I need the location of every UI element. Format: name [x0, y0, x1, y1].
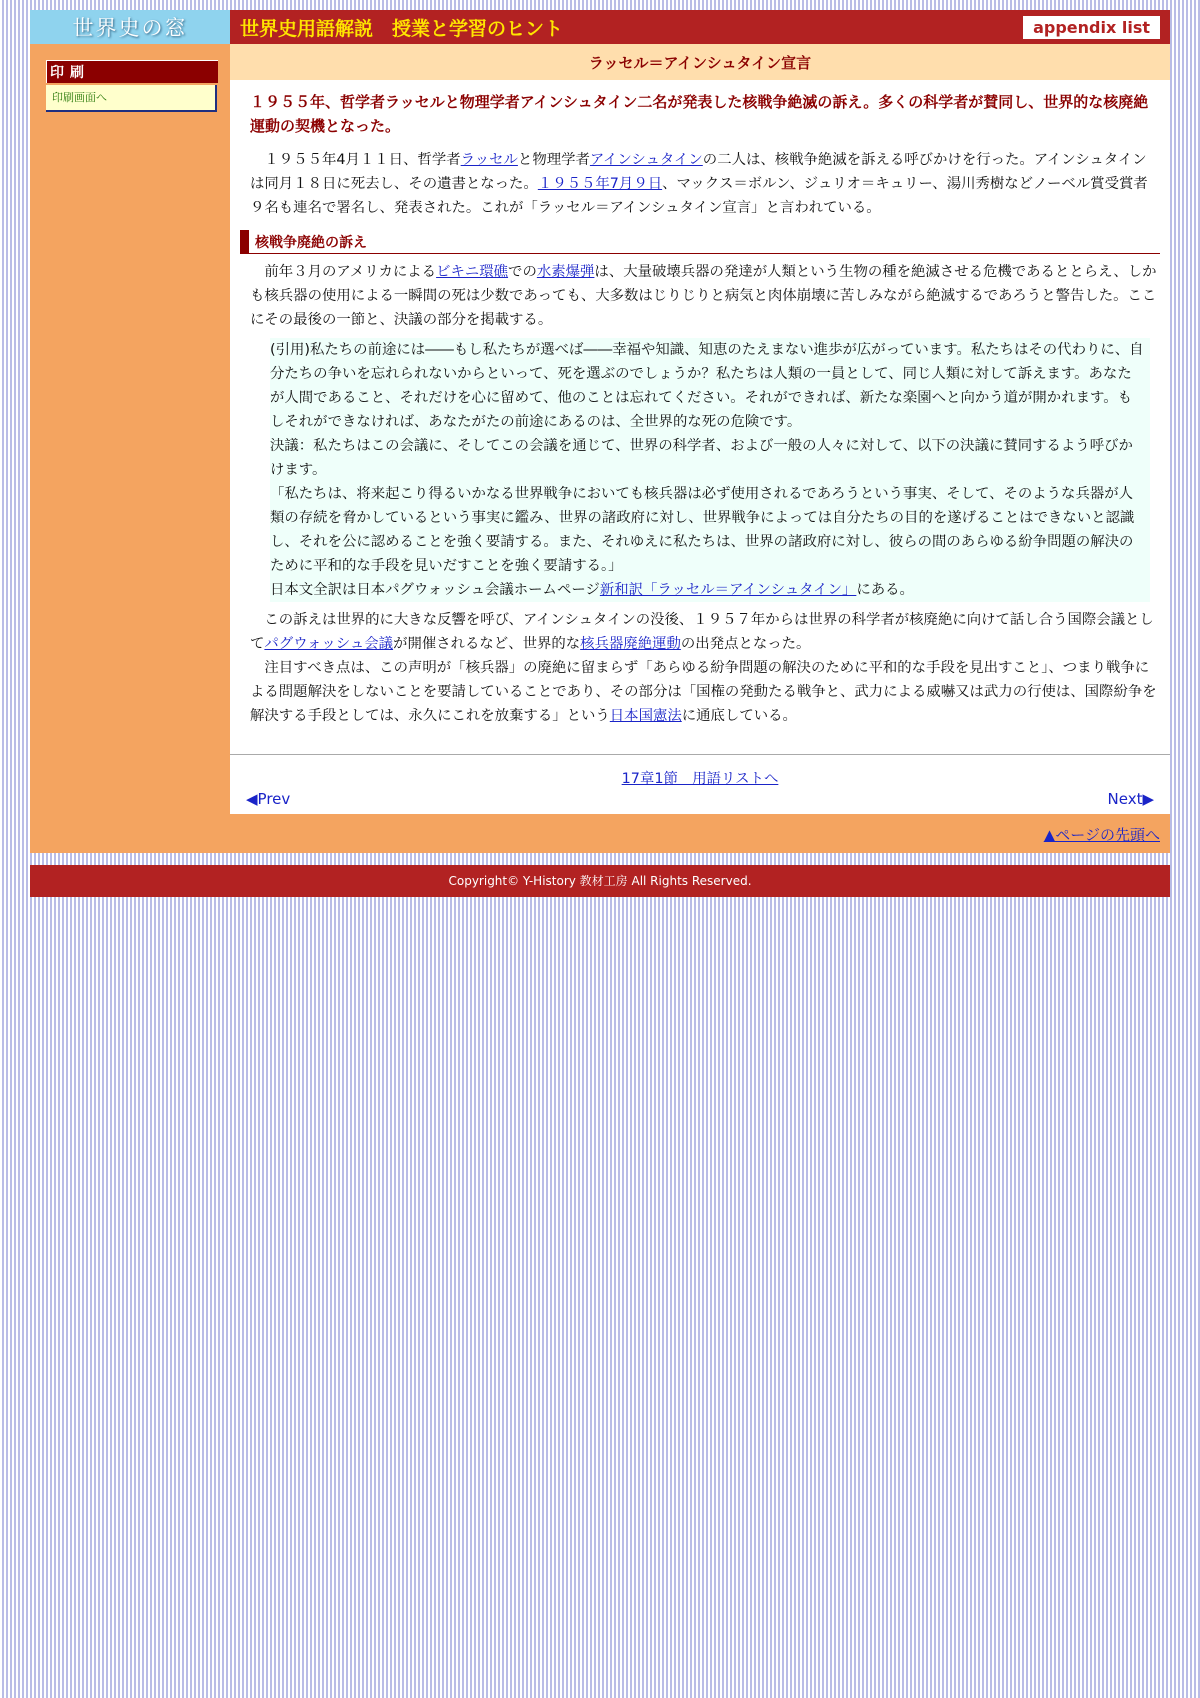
text: 日本文全訳は日本パグウォッシュ会議ホームページ [270, 582, 600, 598]
site-subtitle: 世界史用語解説 授業と学習のヒント [240, 17, 564, 40]
text: の二人は、核戦争絶滅を訴える呼びかけを行った。アインシュタインは同月１８日に死去し、その遺書となった。 [250, 152, 1147, 192]
sidebar [30, 44, 230, 853]
chapter-term-list-link[interactable]: 17章1節 用語リストへ [621, 771, 779, 787]
quote-block [270, 338, 1150, 602]
text: 、マックス＝ボルン、ジュリオ＝キュリー、湯川秀樹などノーベル賞受賞者９名も連名で署名し、発表された。これが「ラッセル＝アインシュタイン宣言」と言われている。 [250, 176, 1148, 216]
text: の出発点となった。 [680, 636, 811, 652]
link-japanese-constitution[interactable]: 日本国憲法 [609, 708, 682, 724]
site-header [30, 10, 1170, 44]
layout-columns [30, 44, 1170, 853]
text: に通底している。 [681, 708, 797, 724]
copyright-bar: Copyright© Y-History 教材工房 All Rights Reserved. [30, 865, 1170, 897]
link-date-1955-7-9[interactable]: １９５５年7月９日 [537, 176, 663, 192]
text: が開催されるなど、世界的な [393, 636, 581, 652]
text: は、大量破壊兵器の発達が人類という生物の種を絶滅させる危機であるととらえ、しかも核兵器の使用による一瞬間の死は少数であっても、大多数はじりじりと病気と肉体崩壊に苦しみながら絶滅するであろうと警告した。ここにその最後の一節と、決議の部分を掲載する。 [250, 264, 1157, 328]
text: での [508, 264, 537, 280]
paragraph-2 [230, 260, 1170, 332]
text: にある。 [856, 582, 914, 598]
sidebar-print-title: 印刷 [46, 60, 218, 83]
link-pugwash-conference[interactable]: パグウォッシュ会議 [264, 636, 394, 652]
prev-link[interactable]: ◀Prev [246, 790, 291, 808]
paragraph-4 [230, 656, 1170, 728]
top-link-row [230, 814, 1170, 853]
text: １９５５年4月１１日、哲学者 [264, 152, 461, 168]
text: 前年３月のアメリカによる [264, 264, 437, 280]
link-pugwash-translation[interactable]: 新和訳「ラッセル＝アインシュタイン」 [599, 582, 857, 598]
site-logo[interactable]: 世界史の窓 [30, 10, 230, 44]
link-hydrogen-bomb[interactable]: 水素爆弾 [536, 264, 595, 280]
paragraph-1 [230, 148, 1170, 220]
chapter-link-row [246, 767, 1154, 788]
quote-source [270, 578, 1146, 602]
link-einstein[interactable]: アインシュタイン [589, 152, 703, 168]
paragraph-3 [230, 608, 1170, 656]
quote-paragraph-2: 決議：私たちはこの会議に、そしてこの会議を通じて、世界の科学者、および一般の人々に対して、以下の決議に賛同するよう呼びかけます。 [270, 438, 1133, 478]
prev-next-row [246, 790, 1154, 808]
page-wrapper [30, 10, 1170, 897]
section-heading: 核戦争廃絶の訴え [240, 230, 1160, 254]
text: 注目すべき点は、この声明が「核兵器」の廃絶に留まらず「あらゆる紛争問題の解決のために平和的な手段を見出すこと」、つまり戦争による問題解決をしないことを要請していることであり、その部分は「国権の発動たる戦争と、武力による威嚇又は武力の行使は、国際紛争を解決する手段としては、永久にこれを放棄する」という [250, 660, 1157, 724]
link-anti-nuclear-movement[interactable]: 核兵器廃絶運動 [580, 636, 681, 652]
appendix-list-button[interactable]: appendix list [1023, 16, 1160, 39]
text: と物理学者 [517, 152, 590, 168]
quote-paragraph-3: 「私たちは、将来起こり得るいかなる世界戦争においても核兵器は必ず使用されるであろうという事実、そして、そのような兵器が人類の存続を脅かしているという事実に鑑み、世界の諸政府に対し、世界戦争によっては自分たちの目的を遂げることはできないと認識し、それを公に認めることを強く要請する。また、それゆえに私たちは、世界の諸政府に対し、彼らの間のあらゆる紛争問題の解決のために平和的な手段を見いだすことを強く要請する。」 [270, 486, 1135, 574]
main-column [230, 44, 1170, 853]
link-russell[interactable]: ラッセル [460, 152, 518, 168]
back-to-top-link[interactable]: ▲ページの先頭へ [1043, 826, 1160, 844]
next-link[interactable]: Next▶ [1107, 790, 1154, 808]
print-page-link[interactable]: 印刷画面へ [46, 85, 217, 112]
text: この訴えは世界的に大きな反響を呼び、アインシュタインの没後、１９５７年からは世界の科学者が核廃絶に向けて話し合う国際会議として [250, 612, 1154, 652]
article-title: ラッセル＝アインシュタイン宣言 [230, 44, 1170, 80]
article-lead: １９５５年、哲学者ラッセルと物理学者アインシュタイン二名が発表した核戦争絶滅の訴え。多くの科学者が賛同し、世界的な核廃絶運動の契機となった。 [250, 93, 1149, 135]
article [230, 44, 1170, 754]
article-footer-nav [230, 754, 1170, 814]
quote-paragraph-1: (引用)私たちの前途には――もし私たちが選べば――幸福や知識、知恵のたえまない進歩が広がっています。私たちはその代わりに、自分たちの争いを忘れられないからといって、死を選ぶのでしょうか？私たちは人類の一員として、同じ人類に対して訴えます。あなたが人間であること、それだけを心に留めて、他のことは忘れてください。それができれば、新たな楽園へと向かう道が開かれます。もしそれができなければ、あなたがたの前途にあるのは、全世界的な死の危険です。 [270, 342, 1144, 430]
spacer [230, 728, 1170, 754]
header-bar [230, 10, 1170, 44]
link-bikini-atoll[interactable]: ビキニ環礁 [436, 264, 509, 280]
